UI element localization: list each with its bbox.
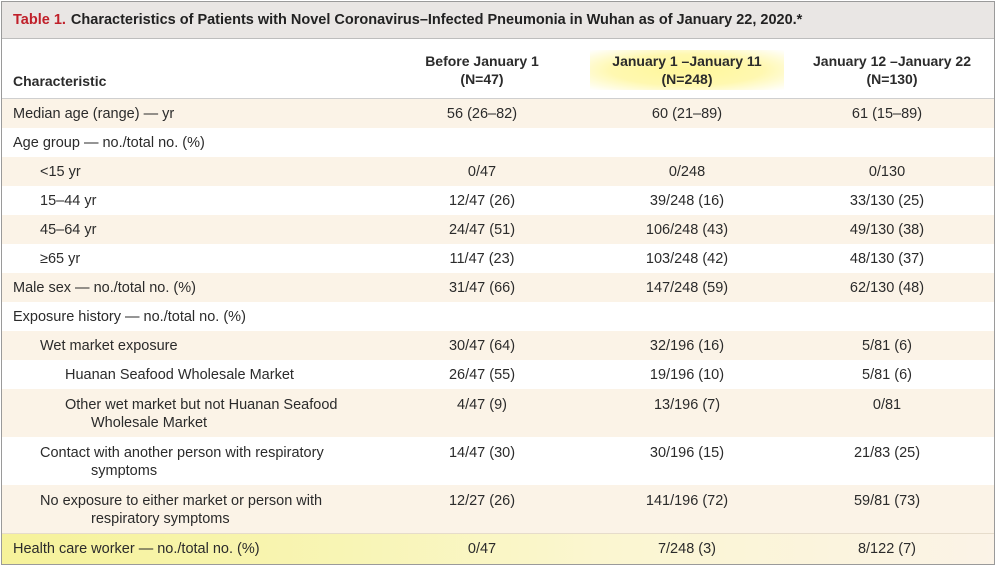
table-row [2, 331, 994, 360]
column-header-before-jan-1 [412, 52, 552, 88]
table-row [2, 99, 994, 128]
row-label [40, 444, 324, 480]
column-header-line2: (N=130) [866, 71, 918, 87]
cell-jan-12-22: 21/83 (25) [853, 445, 921, 461]
row-label: Exposure history — no./total no. (%) [13, 309, 246, 325]
cell-jan-12-22: 0/81 [872, 397, 902, 413]
cell-before-jan-1: 24/47 (51) [448, 222, 516, 238]
cell-before-jan-1: 12/27 (26) [448, 493, 516, 509]
table-row [2, 437, 994, 485]
table-row [2, 186, 994, 215]
cell-before-jan-1: 11/47 (23) [449, 251, 515, 267]
cell-jan-1-11: 30/196 (15) [649, 445, 725, 461]
cell-before-jan-1: 0/47 [467, 164, 497, 180]
row-label-line2: respiratory symptoms [91, 511, 230, 527]
row-label [40, 492, 322, 528]
table-row [2, 389, 994, 437]
column-header-line1: January 12 –January 22 [813, 53, 971, 69]
cell-jan-1-11: 141/196 (72) [645, 493, 729, 509]
column-header-line2: (N=248) [661, 71, 713, 87]
cell-before-jan-1: 12/47 (26) [448, 193, 516, 209]
cell-jan-1-11: 147/248 (59) [645, 280, 729, 296]
cell-before-jan-1: 14/47 (30) [448, 445, 516, 461]
row-label: Median age (range) — yr [13, 106, 175, 122]
cell-jan-12-22: 5/81 (6) [862, 338, 912, 354]
cell-before-jan-1: 0/47 [467, 541, 497, 557]
row-label-line2: symptoms [91, 463, 158, 479]
cell-before-jan-1: 56 (26–82) [446, 106, 518, 122]
cell-before-jan-1: 30/47 (64) [448, 338, 516, 354]
row-label: Age group — no./total no. (%) [13, 135, 205, 151]
column-header-jan-12-22 [802, 52, 982, 88]
cell-jan-12-22: 49/130 (38) [849, 222, 925, 238]
table-header [2, 39, 994, 99]
table-label: Table 1. [13, 12, 66, 28]
cell-jan-1-11: 39/248 (16) [649, 193, 725, 209]
cell-jan-1-11: 60 (21–89) [651, 106, 723, 122]
column-header-line1: Before January 1 [425, 53, 539, 69]
row-label: ≥65 yr [40, 251, 81, 267]
table-row [2, 273, 994, 302]
cell-jan-1-11: 0/248 [668, 164, 706, 180]
characteristic-header: Characteristic [13, 73, 107, 89]
table-row [2, 485, 994, 533]
row-label: Male sex — no./total no. (%) [13, 280, 196, 296]
table-row [2, 128, 994, 157]
row-label [65, 396, 337, 432]
cell-jan-1-11: 106/248 (43) [645, 222, 729, 238]
table-row [2, 302, 994, 331]
cell-jan-12-22: 59/81 (73) [853, 493, 921, 509]
table-row [2, 215, 994, 244]
cell-before-jan-1: 4/47 (9) [457, 397, 507, 413]
row-label-line1: No exposure to either market or person with [40, 493, 323, 509]
cell-jan-12-22: 33/130 (25) [849, 193, 925, 209]
cell-jan-1-11: 13/196 (7) [653, 397, 721, 413]
cell-jan-12-22: 0/130 [868, 164, 906, 180]
table-row [2, 157, 994, 186]
cell-jan-12-22: 48/130 (37) [849, 251, 925, 267]
row-label: <15 yr [40, 164, 81, 180]
row-label-line1: Contact with another person with respiratory [40, 445, 324, 461]
cell-jan-12-22: 62/130 (48) [849, 280, 925, 296]
column-header-jan-1-11 [590, 50, 784, 90]
row-label-line2: Wholesale Market [91, 415, 208, 431]
row-label: Huanan Seafood Wholesale Market [65, 367, 294, 383]
cell-before-jan-1: 26/47 (55) [448, 367, 516, 383]
column-header-line2: (N=47) [460, 71, 504, 87]
cell-jan-1-11: 7/248 (3) [657, 541, 717, 557]
cell-jan-12-22: 5/81 (6) [862, 367, 912, 383]
row-label-line1: Other wet market but not Huanan Seafood [65, 397, 338, 413]
row-label: Health care worker — no./total no. (%) [13, 541, 260, 557]
table-row [2, 360, 994, 389]
table-frame [1, 1, 995, 565]
table-row [2, 533, 994, 565]
cell-jan-1-11: 103/248 (42) [645, 251, 729, 267]
table-row [2, 244, 994, 273]
cell-jan-12-22: 61 (15–89) [851, 106, 923, 122]
row-label: 15–44 yr [40, 193, 97, 209]
column-header-line1: January 1 –January 11 [612, 53, 762, 69]
table-title: Characteristics of Patients with Novel Coronavirus–Infected Pneumonia in Wuhan as of January 22, 2020.* [70, 12, 803, 28]
cell-before-jan-1: 31/47 (66) [448, 280, 516, 296]
table-title-bar [2, 2, 994, 39]
cell-jan-1-11: 19/196 (10) [649, 367, 725, 383]
row-label: Wet market exposure [40, 338, 178, 354]
row-label: 45–64 yr [40, 222, 97, 238]
cell-jan-12-22: 8/122 (7) [857, 541, 917, 557]
cell-jan-1-11: 32/196 (16) [649, 338, 725, 354]
